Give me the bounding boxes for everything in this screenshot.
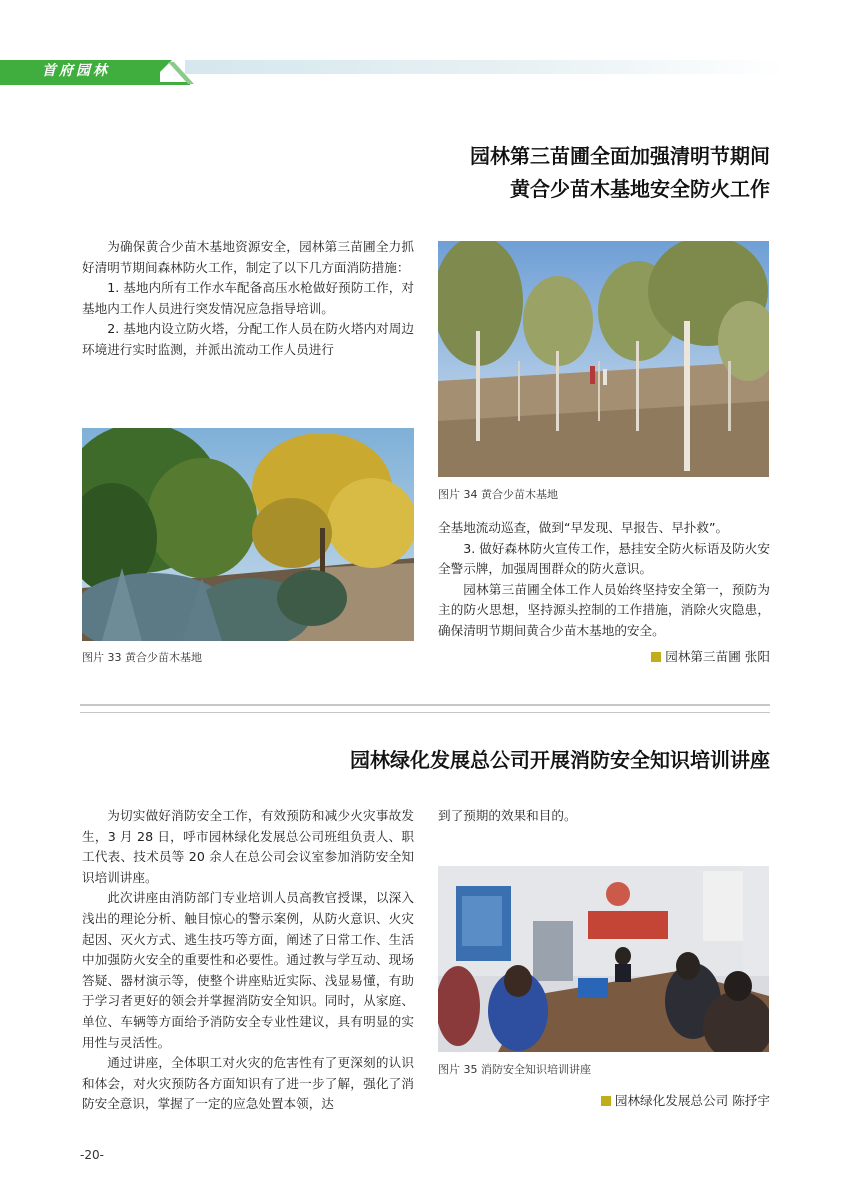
article1-column2 (438, 518, 770, 642)
page-number: -20- (80, 1148, 104, 1162)
article2-paragraph: 通过讲座，全体职工对火灾的危害性有了更深刻的认识和体会，对火灾预防各方面知识有了进一步了解，强化了消防安全意识，掌握了一定的应急处置本领，达 (82, 1055, 414, 1112)
byline-square-icon (651, 652, 661, 662)
byline-square-icon (601, 1096, 611, 1106)
photo-34-nursery-saplings (438, 241, 769, 477)
article1-paragraph: 1. 基地内所有工作水车配备高压水枪做好预防工作，对基地内工作人员进行突发情况应急指导培训。 (82, 280, 414, 316)
article1-paragraph: 2. 基地内设立防火塔，分配工作人员在防火塔内对周边环境进行实时监测，并派出流动工作人员进行 (82, 321, 414, 357)
article1-paragraph: 为确保黄合少苗木基地资源安全，园林第三苗圃全力抓好清明节期间森林防火工作，制定了以下几方面消防措施： (82, 239, 414, 275)
article1-byline-text: 园林第三苗圃 张阳 (665, 649, 770, 664)
photo-35-fire-safety-lecture (438, 866, 769, 1052)
article2-column1 (82, 806, 414, 1115)
article2-paragraph: 到了预期的效果和目的。 (438, 808, 577, 823)
article2-paragraph: 此次讲座由消防部门专业培训人员高教官授课，以深入浅出的理论分析、触目惊心的警示案例，从防火意识、火灾起因、灭火方式、逃生技巧等方面，阐述了日常工作、生活中加强防火安全的重要性和必要性。通过教与学互动、现场答疑、器材演示等，使整个讲座贴近实际、浅显易懂，有助于学习者更好的领会并掌握消防安全知识。同时，从家庭、单位、车辆等方面给予消防安全专业性建议，具有明显的实用性与灵活性。 (82, 890, 414, 1050)
article1-title-line2: 黄合少苗木基地安全防火工作 (510, 177, 770, 201)
article1-byline (438, 648, 770, 666)
section-title: 首府园林 (42, 63, 110, 79)
photo-34-caption: 图片 34 黄合少苗木基地 (438, 488, 558, 501)
section-underline (0, 82, 190, 85)
article2-byline (438, 1092, 770, 1110)
header-fade-strip (185, 60, 785, 74)
article1-paragraph: 园林第三苗圃全体工作人员始终坚持安全第一，预防为主的防火思想，坚持源头控制的工作措施，消除火灾隐患，确保清明节期间黄合少苗木基地的安全。 (438, 581, 770, 638)
article1-paragraph: 全基地流动巡查，做到“早发现、早报告、早扑救”。 (438, 520, 729, 535)
photo-33-nursery-trees (82, 428, 414, 641)
article1-paragraph: 3. 做好森林防火宣传工作，悬挂安全防火标语及防火安全警示牌，加强周围群众的防火意识。 (438, 540, 770, 577)
article2-paragraph: 为切实做好消防安全工作，有效预防和减少火灾事故发生，3 月 28 日，呼市园林绿化发展总公司班组负责人、职工代表、技术员等 20 余人在总公司会议室参加消防安全知识培训讲座。 (82, 808, 414, 885)
article1-title-line1: 园林第三苗圃全面加强清明节期间 (470, 144, 770, 168)
article2-byline-text: 园林绿化发展总公司 陈抒宇 (614, 1093, 770, 1108)
article2-column2 (438, 806, 770, 827)
article-divider (80, 704, 770, 713)
photo-35-caption: 图片 35 消防安全知识培训讲座 (438, 1063, 591, 1076)
photo-33-caption: 图片 33 黄合少苗木基地 (82, 651, 202, 664)
header-diagonal-decoration (168, 62, 198, 86)
article1-column1 (82, 237, 414, 361)
article2-title: 园林绿化发展总公司开展消防安全知识培训讲座 (350, 748, 770, 772)
